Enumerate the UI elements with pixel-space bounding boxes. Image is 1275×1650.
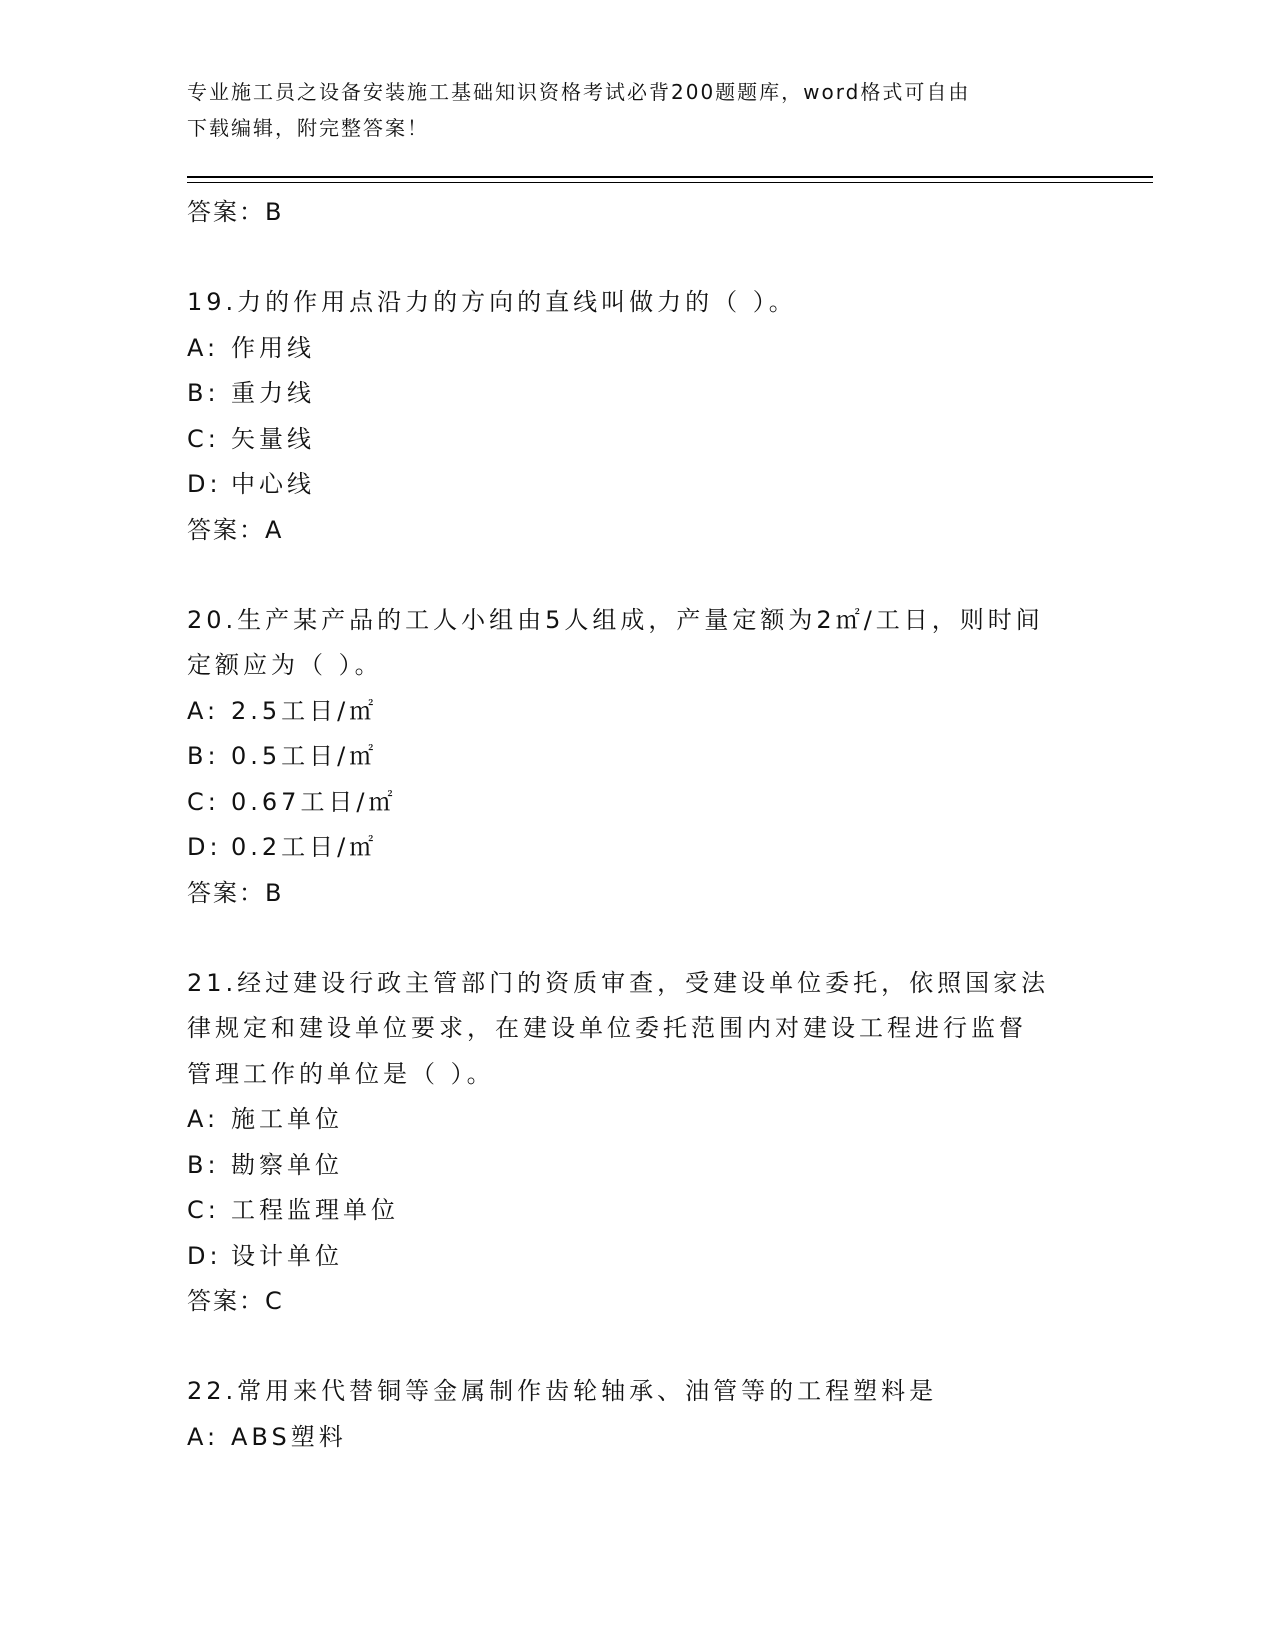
question-stem-line: 管理工作的单位是（ ）。	[187, 1059, 495, 1088]
question-block	[187, 280, 1087, 552]
document-header	[187, 74, 1067, 146]
option-a	[187, 1415, 1087, 1461]
spacer	[187, 234, 1087, 280]
option-text: 工程监理单位	[231, 1196, 399, 1224]
option-d	[187, 462, 1087, 508]
answer-label: 答案：	[187, 515, 265, 544]
answer-line	[187, 508, 1087, 552]
option-text: 0.5工日/㎡	[231, 742, 378, 770]
header-divider-thin	[187, 182, 1153, 183]
question-stem	[187, 280, 1087, 326]
spacer	[187, 1323, 1087, 1369]
header-divider	[187, 176, 1153, 178]
option-text: 2.5工日/㎡	[231, 696, 378, 725]
question-stem-line: 22.常用来代替铜等金属制作齿轮轴承、油管等的工程塑料是	[187, 1377, 938, 1405]
option-letter: C:	[187, 787, 220, 816]
answer-value: B	[265, 878, 283, 907]
option-letter: A:	[187, 333, 220, 362]
option-text: 中心线	[231, 470, 315, 498]
option-letter: B:	[187, 379, 220, 407]
question-stem	[187, 598, 1087, 689]
header-line-2: 下载编辑，附完整答案！	[187, 116, 429, 140]
answer-label: 答案：	[187, 198, 265, 226]
option-b	[187, 734, 1087, 780]
answer-value: B	[265, 198, 283, 226]
option-letter: C:	[187, 424, 220, 453]
answer-line	[187, 871, 1087, 915]
option-a	[187, 689, 1087, 735]
question-stem	[187, 961, 1087, 1098]
option-text: 设计单位	[231, 1241, 343, 1270]
option-text: 施工单位	[231, 1105, 343, 1133]
answer-label: 答案：	[187, 878, 265, 907]
question-stem-line: 21.经过建设行政主管部门的资质审查，受建设单位委托，依照国家法	[187, 968, 1050, 997]
option-letter: D:	[187, 1241, 222, 1270]
option-b	[187, 1143, 1087, 1189]
question-list	[187, 190, 1087, 1460]
option-letter: C:	[187, 1196, 220, 1224]
answer-label: 答案：	[187, 1287, 265, 1315]
option-text: ABS塑料	[231, 1422, 347, 1451]
answer-value: C	[265, 1287, 283, 1315]
option-c	[187, 780, 1087, 826]
option-text: 矢量线	[231, 424, 315, 453]
spacer	[187, 552, 1087, 598]
answer-line	[187, 1279, 1087, 1323]
answer-value: A	[265, 515, 283, 544]
question-stem-line: 定额应为（ ）。	[187, 651, 383, 679]
option-text: 重力线	[231, 379, 315, 407]
option-a	[187, 1097, 1087, 1143]
option-d	[187, 1234, 1087, 1280]
option-letter: B:	[187, 742, 220, 770]
option-letter: D:	[187, 470, 222, 498]
answer-line	[187, 190, 1087, 234]
question-stem-line: 19.力的作用点沿力的方向的直线叫做力的（ ）。	[187, 288, 797, 316]
question-stem-line: 20.生产某产品的工人小组由5人组成，产量定额为2㎡/工日，则时间	[187, 605, 1044, 634]
spacer	[187, 915, 1087, 961]
option-letter: A:	[187, 1105, 220, 1133]
option-text: 勘察单位	[231, 1150, 343, 1179]
option-c	[187, 417, 1087, 463]
header-line-1: 专业施工员之设备安装施工基础知识资格考试必背200题题库，word格式可自由	[187, 80, 971, 104]
question-stem-line: 律规定和建设单位要求，在建设单位委托范围内对建设工程进行监督	[187, 1014, 1027, 1042]
option-a	[187, 326, 1087, 372]
option-c	[187, 1188, 1087, 1234]
question-stem	[187, 1369, 1087, 1415]
option-letter: D:	[187, 833, 222, 861]
option-b	[187, 371, 1087, 417]
option-letter: B:	[187, 1150, 220, 1179]
option-d	[187, 825, 1087, 871]
question-block	[187, 1369, 1087, 1460]
question-block	[187, 598, 1087, 915]
option-text: 0.67工日/㎡	[231, 787, 397, 816]
option-text: 0.2工日/㎡	[231, 833, 378, 861]
option-text: 作用线	[231, 333, 315, 362]
option-letter: A:	[187, 696, 220, 725]
question-block	[187, 961, 1087, 1324]
option-letter: A:	[187, 1422, 220, 1451]
